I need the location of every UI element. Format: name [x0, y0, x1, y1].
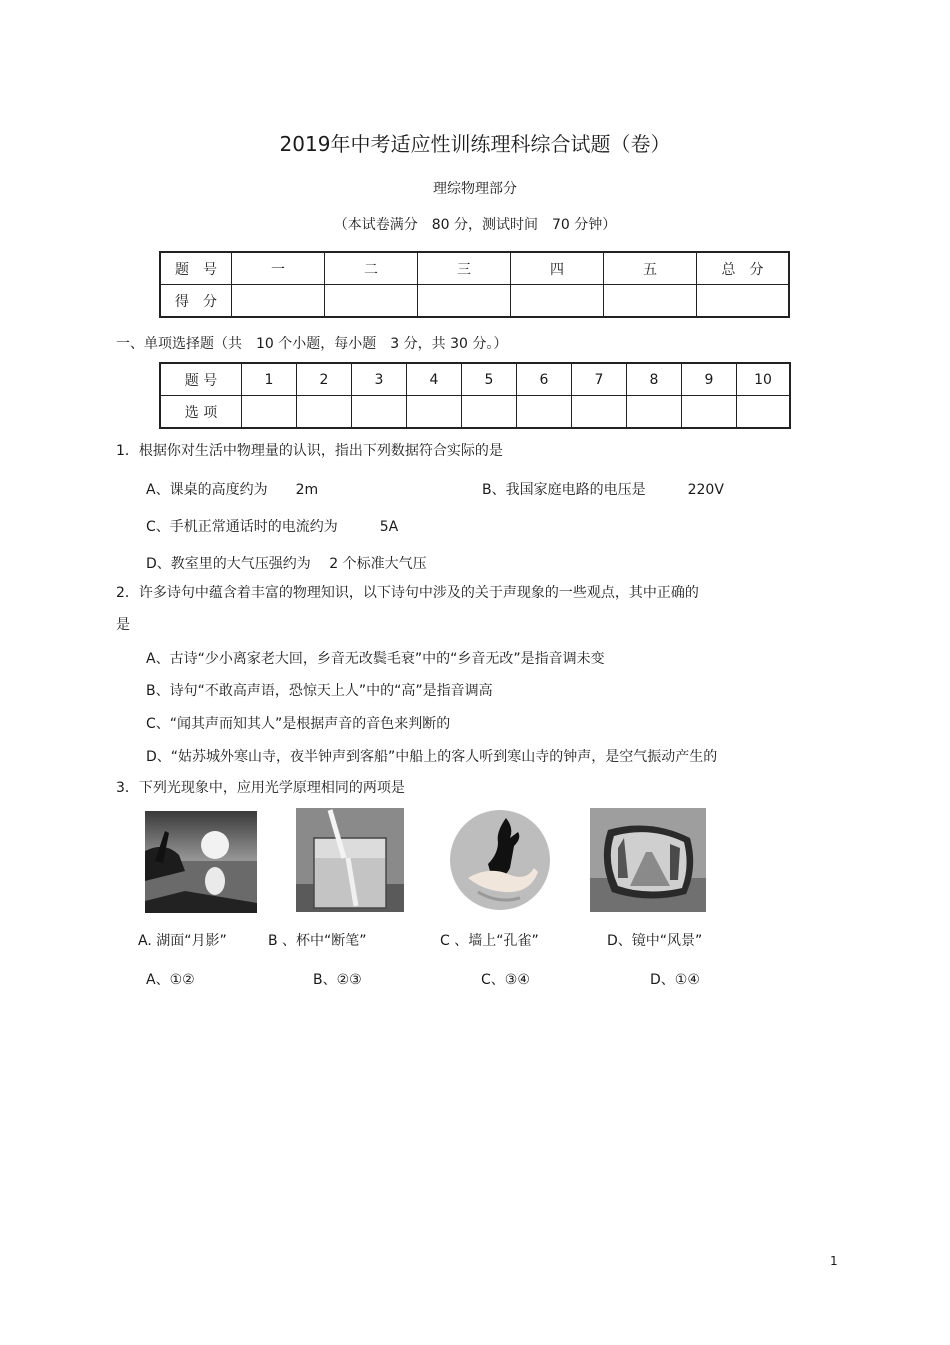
table-cell: 总 分: [697, 252, 790, 285]
exam-note: （本试卷满分 80 分，测试时间 70 分钟）: [333, 217, 617, 233]
question-3-option-b: B、②③: [313, 972, 362, 988]
question-1-option-d: D、教室里的大气压强约为 2 个标准大气压: [146, 556, 427, 572]
table-cell: 7: [572, 363, 627, 396]
table-cell: 8: [627, 363, 682, 396]
page-subtitle: 理综物理部分: [433, 181, 517, 197]
page-title: 2019年中考适应性训练理科综合试题（卷）: [279, 132, 671, 156]
question-2-option-b: B、诗句“不敢高声语，恐惊天上人”中的“高”是指音调高: [146, 683, 493, 699]
answer-cell[interactable]: [572, 396, 627, 429]
image-caption-c: C 、墙上“孔雀”: [440, 933, 539, 949]
answer-cell[interactable]: [352, 396, 407, 429]
question-1-option-b: B、我国家庭电路的电压是 220V: [482, 482, 724, 498]
table-cell: 五: [604, 252, 697, 285]
table-cell: 二: [325, 252, 418, 285]
answer-cell[interactable]: [297, 396, 352, 429]
question-2-stem: 2．许多诗句中蕴含着丰富的物理知识，以下诗句中涉及的关于声现象的一些观点，其中正确的: [116, 585, 699, 601]
question-3-option-d: D、①④: [650, 972, 700, 988]
question-3-stem: 3．下列光现象中，应用光学原理相同的两项是: [116, 780, 405, 796]
question-2-option-c: C、“闻其声而知其人”是根据声音的音色来判断的: [146, 716, 451, 732]
table-cell: 选 项: [160, 396, 242, 429]
image-caption-d: D、镜中“风景”: [607, 933, 703, 949]
table-cell: 2: [297, 363, 352, 396]
page-number: 1: [830, 1254, 838, 1268]
answer-cell[interactable]: [682, 396, 737, 429]
table-cell: 3: [352, 363, 407, 396]
question-3-option-a: A、①②: [146, 972, 195, 988]
question-1-stem: 1．根据你对生活中物理量的认识，指出下列数据符合实际的是: [116, 443, 503, 459]
pencil-in-glass-image: [296, 808, 404, 912]
table-cell: 9: [682, 363, 737, 396]
hand-shadow-peacock-image: [448, 808, 552, 912]
answer-cell[interactable]: [242, 396, 297, 429]
table-cell: 题 号: [160, 252, 232, 285]
score-cell[interactable]: [418, 285, 511, 318]
score-table: [159, 251, 790, 318]
score-cell[interactable]: [511, 285, 604, 318]
answer-cell[interactable]: [462, 396, 517, 429]
answer-cell[interactable]: [407, 396, 462, 429]
table-row: [160, 396, 790, 429]
table-cell: 5: [462, 363, 517, 396]
table-cell: 四: [511, 252, 604, 285]
table-cell: 1: [242, 363, 297, 396]
question-2-option-a: A、古诗“少小离家老大回，乡音无改鬓毛衰”中的“乡音无改”是指音调未变: [146, 651, 605, 667]
question-1-option-c: C、手机正常通话时的电流约为 5A: [146, 519, 399, 535]
question-1-option-a: A、课桌的高度约为 2m: [146, 482, 319, 498]
table-row: [160, 363, 790, 396]
answer-cell[interactable]: [517, 396, 572, 429]
image-caption-a: A. 湖面“月影”: [138, 933, 227, 949]
table-cell: 一: [232, 252, 325, 285]
score-cell[interactable]: [604, 285, 697, 318]
question-2-option-d: D、“姑苏城外寒山寺，夜半钟声到客船”中船上的客人听到寒山寺的钟声，是空气振动产生的: [146, 749, 718, 765]
table-cell: 三: [418, 252, 511, 285]
score-cell[interactable]: [232, 285, 325, 318]
table-cell: 6: [517, 363, 572, 396]
table-cell: 4: [407, 363, 462, 396]
table-row: [160, 285, 789, 318]
question-3-option-c: C、③④: [481, 972, 530, 988]
car-side-mirror-image: [590, 808, 706, 912]
table-cell: 10: [737, 363, 791, 396]
score-cell[interactable]: [697, 285, 790, 318]
answer-cell[interactable]: [737, 396, 791, 429]
question-2-stem-continued: 是: [116, 617, 130, 633]
table-row: [160, 252, 789, 285]
image-caption-b: B 、杯中“断笔”: [268, 933, 367, 949]
answer-table: [159, 362, 791, 429]
table-cell: 得 分: [160, 285, 232, 318]
lake-moon-reflection-image: [145, 811, 257, 913]
section-heading: 一、单项选择题（共 10 个小题，每小题 3 分，共 30 分。）: [116, 336, 508, 352]
answer-cell[interactable]: [627, 396, 682, 429]
table-cell: 题 号: [160, 363, 242, 396]
score-cell[interactable]: [325, 285, 418, 318]
